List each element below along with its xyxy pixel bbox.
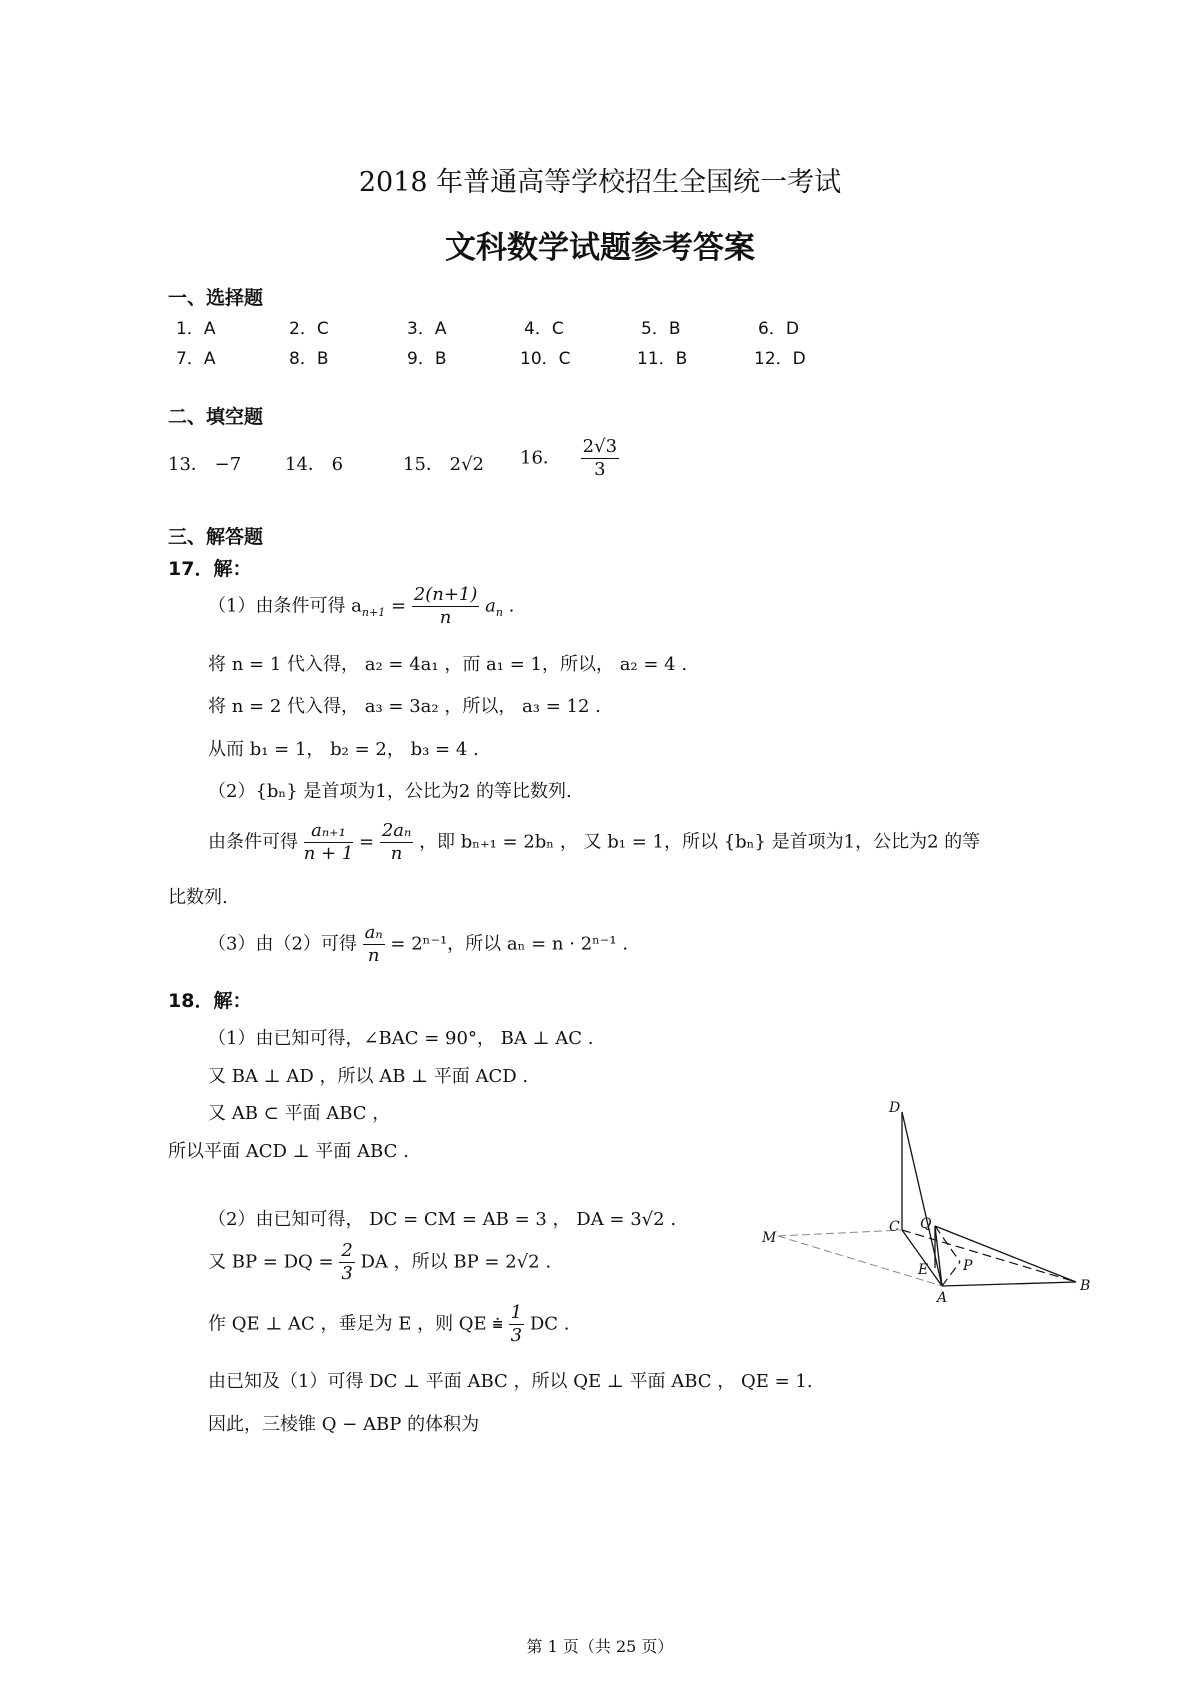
fraction-numerator: aₙ₊₁ (304, 820, 354, 843)
fraction-numerator: 2√3 (582, 436, 618, 457)
q18-line-1: （1）由已知可得，∠BAC = 90°， BA ⊥ AC . (208, 1028, 594, 1049)
answer-5: 5．B (641, 319, 681, 339)
answer-16-fraction (581, 436, 619, 481)
q17-line-5-post: ，即 bₙ₊₁ = 2bₙ ， 又 b₁ = 1，所以 {bₙ} 是首项为1，公比为2 的等 (419, 831, 981, 853)
q17-part1-tail: a (485, 595, 496, 617)
pyramid-figure (750, 1090, 1095, 1310)
edge-AB (942, 1282, 1076, 1286)
q17-line-5: 由条件可得 $\frac{\text{aₙ₊₁}}{n + 1}$ = $\frac{\text{2aₙ}}{n}$ ，即 bₙ₊₁ = 2bₙ ， 又 b₁ = 1，所以 {bₙ} 是首项为1，公比为2 的等 (208, 820, 981, 864)
q18-line-7-post: DC . (529, 1313, 570, 1335)
q17-line-5-fraction-2 (380, 820, 413, 865)
fraction-denominator: 3 (510, 1325, 523, 1346)
answer-16-label: 16． (520, 447, 561, 469)
answer-3: 3．A (407, 319, 447, 339)
label-A: A (937, 1290, 948, 1306)
section-heading-choice: 一、选择题 (168, 287, 264, 309)
label-M: M (762, 1230, 777, 1246)
answer-11: 11．B (637, 349, 688, 369)
q17-line-3: 从而 b₁ = 1， b₂ = 2， b₃ = 4 . (208, 739, 479, 760)
edge-MC-dashed (778, 1230, 902, 1236)
q18-line-7-pre: 作 QE ⊥ AC ，垂足为 E ，则 QE ⩧ (208, 1313, 503, 1335)
answer-15: 15． 2√2 (403, 454, 484, 475)
q18-line-6-post: DA ，所以 BP = 2√2 . (360, 1251, 552, 1273)
fraction-numerator: 2(n+1) (413, 584, 478, 605)
q18-line-7 (208, 1302, 570, 1347)
fraction-denominator: n (367, 945, 380, 966)
fraction-denominator: n (439, 607, 452, 628)
section-heading-solve: 三、解答题 (168, 526, 264, 548)
answer-7: 7．A (176, 349, 216, 369)
q18-line-3: 又 AB ⊂ 平面 ABC ， (208, 1103, 391, 1124)
answer-10: 10．C (520, 349, 571, 369)
exam-title: 2018 年普通高等学校招生全国统一考试 (358, 167, 842, 198)
answer-14: 14． 6 (285, 454, 344, 475)
edge-MA-dashed (778, 1236, 942, 1286)
q18-line-6 (208, 1240, 551, 1285)
label-D: D (889, 1100, 901, 1116)
q18-line-6-fraction (339, 1240, 354, 1285)
q17-line-1: 将 n = 1 代入得， a₂ = 4a₁ ，而 a₁ = 1，所以， a₂ = 4 . (208, 654, 688, 675)
edge-QB (935, 1226, 1076, 1282)
answer-2: 2．C (289, 319, 329, 339)
q17-line-7 (208, 922, 628, 967)
q17-part1: （1）由条件可得 $a_{n+1}$ = $\frac{2(n+1)}{n}$ $a_n$ . (208, 584, 515, 628)
q18-line-9: 因此，三棱锥 Q − ABP 的体积为 (208, 1414, 480, 1435)
fraction-denominator: 3 (594, 459, 606, 480)
q17-label: 17．解： (168, 558, 252, 580)
q18-line-6-pre: 又 BP = DQ = (208, 1251, 334, 1273)
fraction-numerator: 2aₙ (381, 820, 412, 841)
page-number: 第 1 页（共 25 页） (526, 1637, 674, 1656)
q17-line-5-pre: 由条件可得 (208, 831, 298, 853)
q17-line-7-fraction (363, 922, 385, 967)
fraction-numerator: 2 (341, 1240, 353, 1261)
label-E: E (918, 1262, 929, 1278)
fraction-numerator: 1 (510, 1302, 523, 1323)
label-Q: Q (920, 1216, 932, 1232)
answer-13: 13． −7 (168, 454, 242, 475)
answer-key-title: 文科数学试题参考答案 (445, 230, 755, 266)
q17-part1-text: （1）由条件可得 a (208, 595, 362, 617)
q17-part1-fraction (412, 584, 480, 629)
q17-line-6: 比数列. (168, 887, 228, 908)
edge-AP-dashed (942, 1262, 960, 1286)
fraction-denominator: n (390, 843, 403, 864)
label-B: B (1080, 1278, 1091, 1294)
q18-label: 18．解： (168, 990, 252, 1012)
answer-9: 9．B (407, 349, 447, 369)
answer-6: 6．D (758, 319, 799, 339)
q18-line-8: 由已知及（1）可得 DC ⊥ 平面 ABC ，所以 QE ⊥ 平面 ABC ， QE = 1. (208, 1371, 813, 1392)
q17-line-7-post: = 2ⁿ⁻¹，所以 aₙ = n · 2ⁿ⁻¹ . (390, 933, 629, 955)
answer-8: 8．B (289, 349, 329, 369)
q17-line-2: 将 n = 2 代入得， a₃ = 3a₂ ，所以， a₃ = 12 . (208, 696, 601, 717)
q18-line-7-fraction (509, 1302, 524, 1347)
edge-DA (902, 1112, 942, 1286)
q18-line-5: （2）由已知可得， DC = CM = AB = 3 ， DA = 3√2 . (208, 1209, 677, 1230)
label-C: C (889, 1219, 900, 1235)
answer-16 (520, 436, 619, 481)
section-heading-fill: 二、填空题 (168, 406, 264, 428)
label-P: P (963, 1258, 973, 1274)
fraction-denominator: n + 1 (303, 843, 354, 864)
q18-line-2: 又 BA ⊥ AD ，所以 AB ⊥ 平面 ACD . (208, 1066, 529, 1087)
q17-line-7-pre: （3）由（2）可得 (208, 933, 357, 955)
q17-line-5-fraction-1 (304, 820, 354, 865)
answer-12: 12．D (754, 349, 806, 369)
q17-line-4: （2）{bₙ} 是首项为1，公比为2 的等比数列. (208, 781, 572, 802)
q18-line-4: 所以平面 ACD ⊥ 平面 ABC . (168, 1141, 409, 1162)
answer-1: 1．A (176, 319, 216, 339)
fraction-numerator: aₙ (364, 922, 383, 943)
answer-4: 4．C (524, 319, 564, 339)
fraction-denominator: 3 (341, 1263, 353, 1284)
